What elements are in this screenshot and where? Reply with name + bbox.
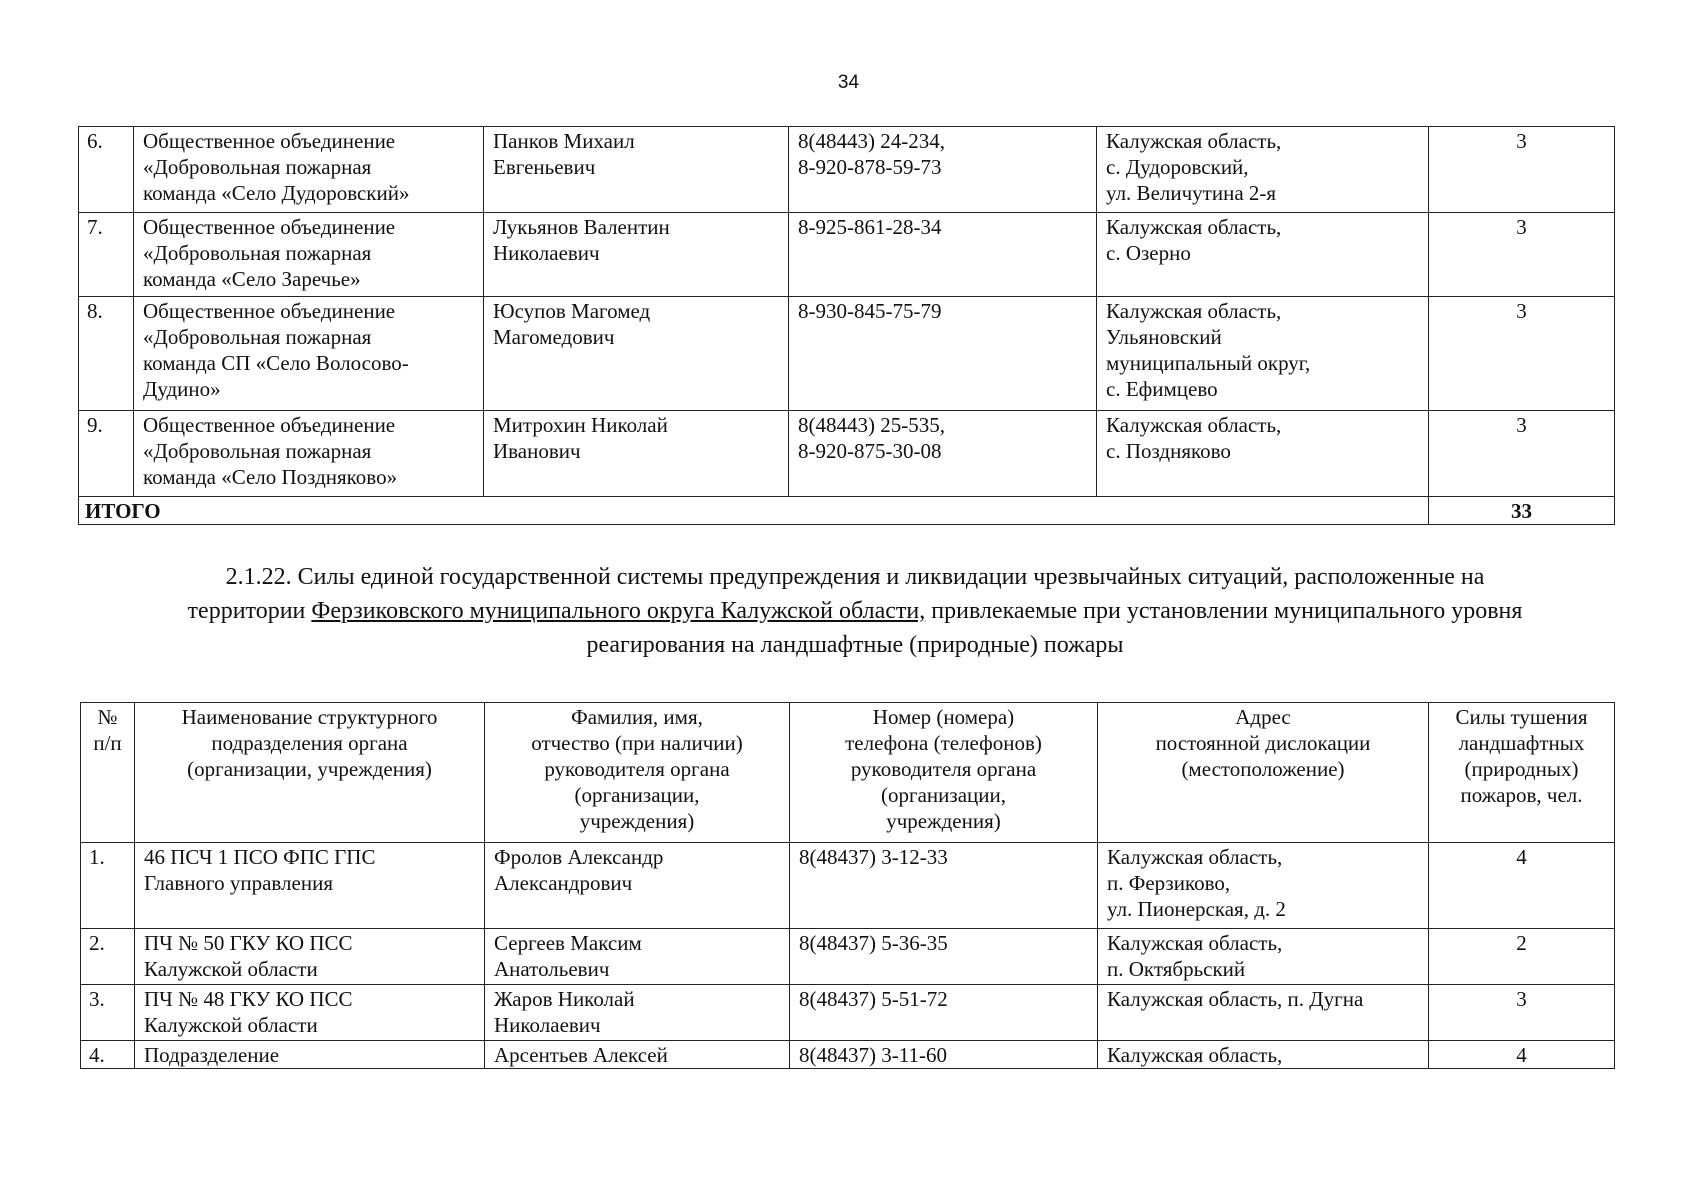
total-value: 33 bbox=[1429, 497, 1615, 525]
head-name: Фролов Александр Александрович bbox=[485, 843, 790, 929]
page-number: 34 bbox=[837, 72, 860, 93]
section-heading bbox=[100, 560, 1610, 662]
unit-name: Подразделение bbox=[135, 1041, 485, 1069]
phone-number: 8(48437) 5-36-35 bbox=[790, 929, 1098, 985]
column-header-name: Наименование структурного подразделения органа (организации, учреждения) bbox=[135, 703, 485, 843]
address: Калужская область, с. Поздняково bbox=[1097, 411, 1429, 497]
address: Калужская область, Ульяновский муниципальный округ, с. Ефимцево bbox=[1097, 297, 1429, 411]
unit-name: 46 ПСЧ 1 ПСО ФПС ГПС Главного управления bbox=[135, 843, 485, 929]
table-row bbox=[81, 843, 1615, 929]
table-row bbox=[79, 297, 1615, 411]
phone-number: 8(48437) 5-51-72 bbox=[790, 985, 1098, 1041]
phone-number: 8(48437) 3-11-60 bbox=[790, 1041, 1098, 1069]
head-name: Лукьянов Валентин Николаевич bbox=[484, 213, 789, 297]
phone-number: 8(48437) 3-12-33 bbox=[790, 843, 1098, 929]
organization-name: Общественное объединение «Добровольная пожарная команда СП «Село Волосово- Дудино» bbox=[134, 297, 484, 411]
address: Калужская область, с. Озерно bbox=[1097, 213, 1429, 297]
address: Калужская область, п. Дугна bbox=[1098, 985, 1429, 1041]
personnel-count: 3 bbox=[1429, 127, 1615, 213]
address: Калужская область, п. Ферзиково, ул. Пионерская, д. 2 bbox=[1098, 843, 1429, 929]
row-number: 2. bbox=[81, 929, 135, 985]
personnel-count: 3 bbox=[1429, 411, 1615, 497]
personnel-count: 3 bbox=[1429, 213, 1615, 297]
column-header-address: Адрес постоянной дислокации (местоположение) bbox=[1098, 703, 1429, 843]
phone-number: 8-930-845-75-79 bbox=[789, 297, 1097, 411]
table-row bbox=[81, 1041, 1615, 1069]
head-name: Юсупов Магомед Магомедович bbox=[484, 297, 789, 411]
column-header-count: Силы тушения ландшафтных (природных) пожаров, чел. bbox=[1429, 703, 1615, 843]
personnel-count: 4 bbox=[1429, 843, 1615, 929]
total-row bbox=[79, 497, 1615, 525]
organization-name: Общественное объединение «Добровольная пожарная команда «Село Поздняково» bbox=[134, 411, 484, 497]
total-label: ИТОГО bbox=[79, 497, 1429, 525]
organization-name: Общественное объединение «Добровольная пожарная команда «Село Заречье» bbox=[134, 213, 484, 297]
section-heading-text: привлекаемые при установлении муниципального уровня bbox=[925, 598, 1523, 624]
section-heading-text: территории bbox=[187, 598, 312, 624]
address: Калужская область, bbox=[1098, 1041, 1429, 1069]
column-header-number: № п/п bbox=[81, 703, 135, 843]
row-number: 1. bbox=[81, 843, 135, 929]
address: Калужская область, с. Дудоровский, ул. Величутина 2-я bbox=[1097, 127, 1429, 213]
volunteer-fire-brigades-table bbox=[78, 126, 1615, 525]
table-row bbox=[79, 213, 1615, 297]
emergency-forces-table bbox=[80, 702, 1615, 1069]
table-row bbox=[79, 127, 1615, 213]
header-row bbox=[81, 703, 1615, 843]
section-heading-line-1: 2.1.22. Силы единой государственной системы предупреждения и ликвидации чрезвычайных ситуаций, расположенные на bbox=[225, 564, 1485, 590]
column-header-phone: Номер (номера) телефона (телефонов) руководителя органа (организации, учреждения) bbox=[790, 703, 1098, 843]
section-heading-line-2 bbox=[100, 594, 1610, 628]
region-name: Ферзиковского муниципального округа Калужской области, bbox=[311, 598, 926, 624]
personnel-count: 4 bbox=[1429, 1041, 1615, 1069]
table-row bbox=[79, 411, 1615, 497]
table-row bbox=[81, 929, 1615, 985]
personnel-count: 3 bbox=[1429, 985, 1615, 1041]
column-header-head: Фамилия, имя, отчество (при наличии) руководителя органа (организации, учреждения) bbox=[485, 703, 790, 843]
phone-number: 8(48443) 24-234, 8-920-878-59-73 bbox=[789, 127, 1097, 213]
row-number: 8. bbox=[79, 297, 134, 411]
row-number: 6. bbox=[79, 127, 134, 213]
head-name: Сергеев Максим Анатольевич bbox=[485, 929, 790, 985]
section-heading-line-3: реагирования на ландшафтные (природные) пожары bbox=[586, 632, 1124, 658]
row-number: 9. bbox=[79, 411, 134, 497]
head-name: Митрохин Николай Иванович bbox=[484, 411, 789, 497]
unit-name: ПЧ № 48 ГКУ КО ПСС Калужской области bbox=[135, 985, 485, 1041]
personnel-count: 3 bbox=[1429, 297, 1615, 411]
head-name: Арсентьев Алексей bbox=[485, 1041, 790, 1069]
phone-number: 8-925-861-28-34 bbox=[789, 213, 1097, 297]
phone-number: 8(48443) 25-535, 8-920-875-30-08 bbox=[789, 411, 1097, 497]
head-name: Панков Михаил Евгеньевич bbox=[484, 127, 789, 213]
row-number: 3. bbox=[81, 985, 135, 1041]
table-row bbox=[81, 985, 1615, 1041]
organization-name: Общественное объединение «Добровольная пожарная команда «Село Дудоровский» bbox=[134, 127, 484, 213]
address: Калужская область, п. Октябрьский bbox=[1098, 929, 1429, 985]
personnel-count: 2 bbox=[1429, 929, 1615, 985]
head-name: Жаров Николай Николаевич bbox=[485, 985, 790, 1041]
unit-name: ПЧ № 50 ГКУ КО ПСС Калужской области bbox=[135, 929, 485, 985]
row-number: 4. bbox=[81, 1041, 135, 1069]
row-number: 7. bbox=[79, 213, 134, 297]
